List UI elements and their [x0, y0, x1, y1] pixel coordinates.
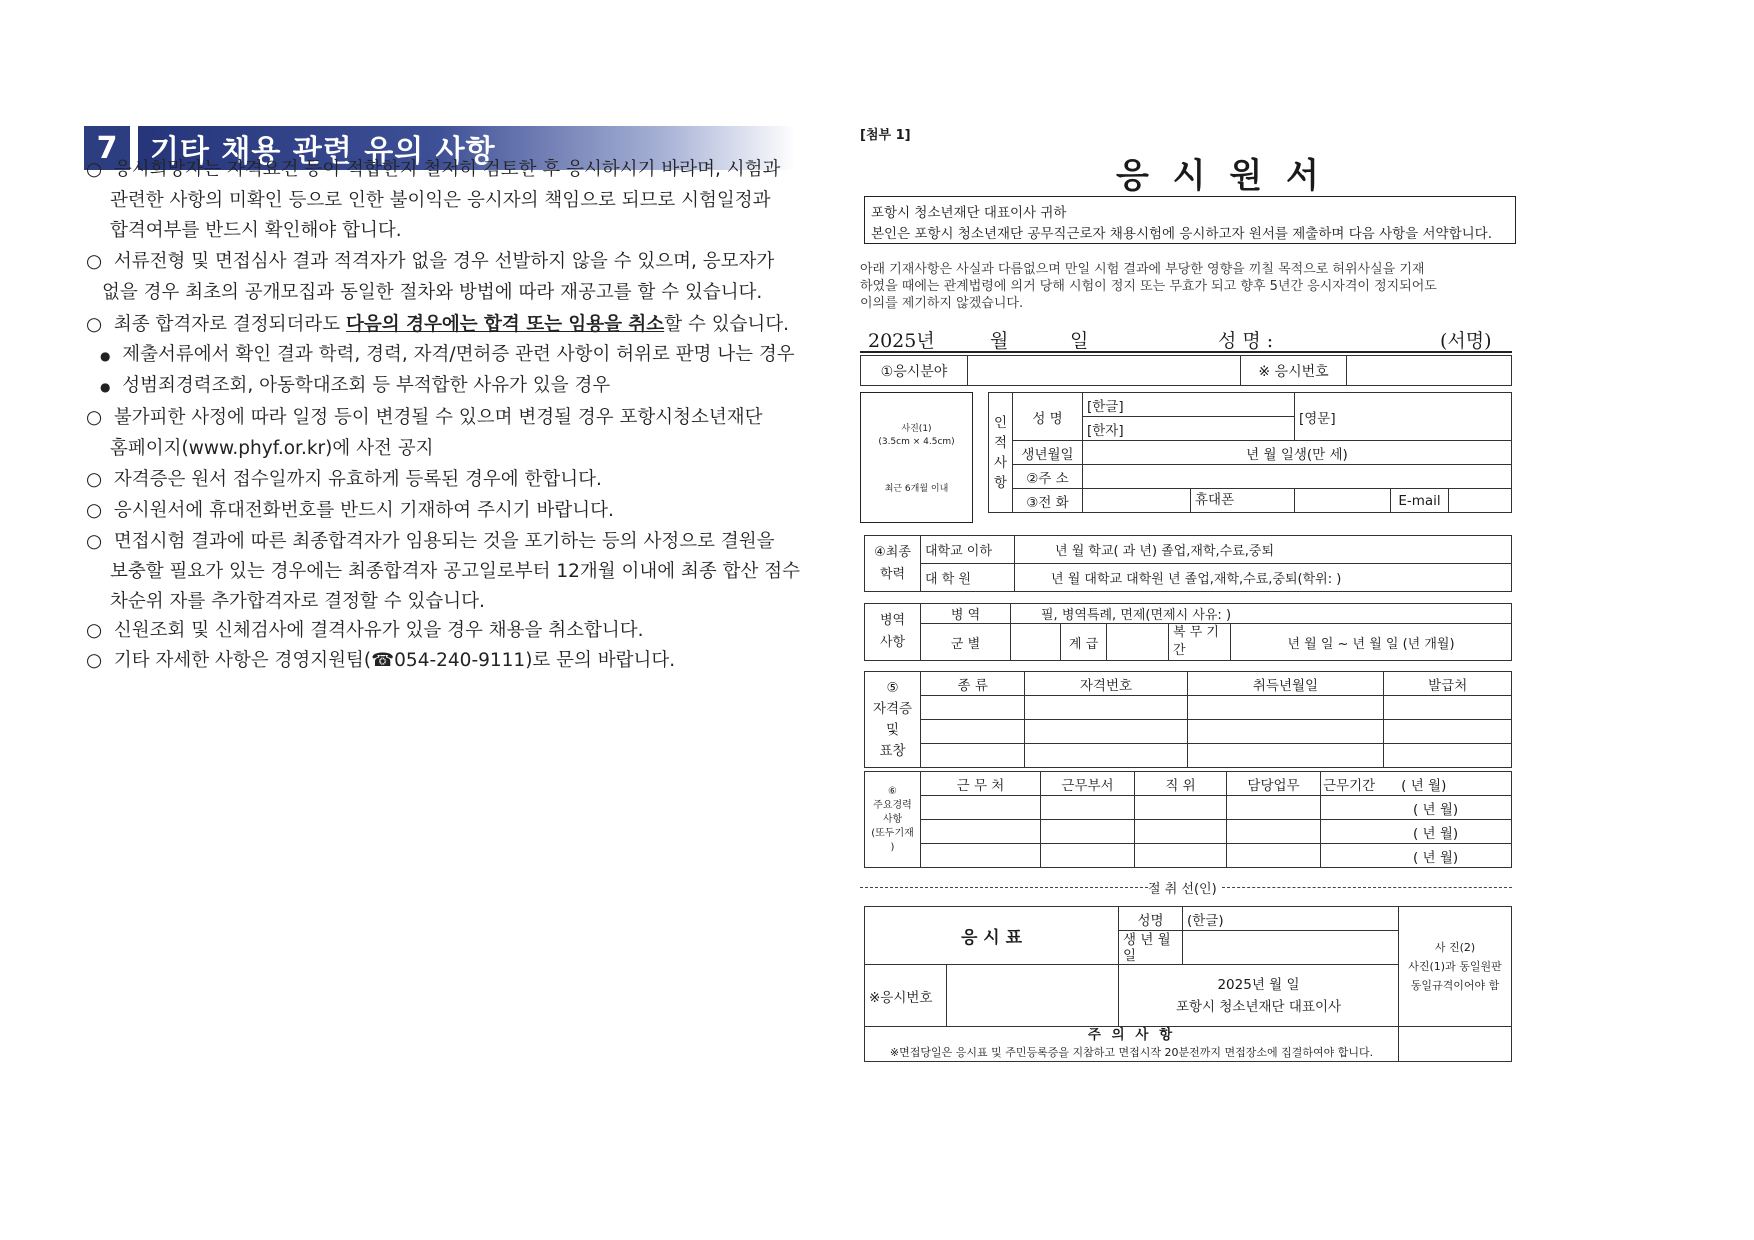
cert-cell[interactable]	[1384, 744, 1512, 768]
ticket-name-label: 성명	[1119, 907, 1183, 931]
cut-line-left	[860, 887, 1148, 888]
date-month: 월	[990, 330, 1009, 352]
item-1-cont: 관련한 사항의 미확인 등으로 인한 불이익은 응시자의 책임으로 되므로 시험일정과	[110, 190, 771, 211]
section-title: 기타 채용 관련 유의 사항	[138, 126, 796, 170]
personal-side-label: 인 적 사 항	[989, 393, 1013, 513]
ticket-notice-blank	[1399, 1027, 1512, 1062]
career-cell[interactable]	[921, 796, 1041, 820]
cert-header: 취득년월일	[1187, 672, 1384, 696]
item-3: ○ 최종 합격자로 결정되더라도 다음의 경우에는 합격 또는 임용을 취소할 수 있습니다.	[86, 314, 790, 335]
career-header-period: 근무기간 ( 년 월)	[1321, 772, 1512, 796]
declaration-box	[864, 196, 1516, 244]
ticket-exam-no-label: ※응시번호	[865, 965, 947, 1027]
item-5: ○ 자격증은 원서 접수일까지 유효하게 등록된 경우에 한합니다.	[86, 469, 602, 490]
item-6: ○ 응시원서에 휴대전화번호를 반드시 기재하여 주시기 바랍니다.	[86, 500, 614, 521]
addressee: 포항시 청소년재단 대표이사 귀하	[871, 205, 1067, 221]
section-number: 7	[84, 126, 130, 170]
cert-header: 종 류	[921, 672, 1025, 696]
email-label: E-mail	[1391, 489, 1449, 513]
cert-cell[interactable]	[1187, 720, 1384, 744]
item-7: ○ 면접시험 결과에 따른 최종합격자가 임용되는 것을 포기하는 등의 사정으로 결원을	[86, 531, 775, 552]
attachment-label: [첨부 1]	[860, 128, 911, 143]
item-2-cont: 없을 경우 최초의 공개모집과 동일한 절차와 방법에 따라 재공고를 할 수 있습니다.	[102, 282, 763, 303]
name-row-label: 성 명	[1013, 393, 1083, 441]
career-header: 근무부서	[1041, 772, 1135, 796]
branch-input[interactable]	[1011, 624, 1061, 661]
name-hanja[interactable]: [한자]	[1083, 417, 1295, 441]
ticket-birth-label: 생 년 월 일	[1119, 931, 1183, 965]
service-input[interactable]: 필, 병역특례, 면제(면제시 사유: )	[1011, 604, 1512, 624]
military-table	[864, 603, 1512, 661]
college-label: 대학교 이하	[921, 536, 1015, 564]
address-label: ②주 소	[1013, 465, 1083, 489]
career-cell[interactable]	[1227, 820, 1321, 844]
cert-cell[interactable]	[1025, 696, 1187, 720]
item-4-cont: 홈페이지(www.phyf.or.kr)에 사전 공지	[110, 438, 434, 459]
item-7-cont: 보충할 필요가 있는 경우에는 최종합격자 공고일로부터 12개월 이내에 최종 합산 점수	[110, 561, 800, 582]
item-1: ○ 응시희망자는 자격요건 등이 적합한지 철저히 검토한 후 응시하시기 바라며, 시험과	[86, 159, 781, 180]
mobile-input[interactable]	[1295, 489, 1391, 513]
form-title: 응 시 원 서	[1116, 156, 1325, 196]
career-cell[interactable]	[1041, 844, 1135, 868]
career-label: ⑥ 주요경력 사항 (또두기재 )	[865, 772, 921, 868]
career-cell[interactable]	[1135, 796, 1227, 820]
phone-cell[interactable]	[1083, 489, 1295, 513]
divider	[860, 351, 1512, 353]
cert-cell[interactable]	[1025, 720, 1187, 744]
item-2: ○ 서류전형 및 면접심사 결과 적격자가 없을 경우 선발하지 않을 수 있으며, 응모자가	[86, 251, 775, 272]
field-label: ①응시분야	[861, 356, 968, 386]
certificate-table	[864, 671, 1512, 768]
career-period[interactable]: ( 년 월)	[1321, 820, 1512, 844]
personal-table	[988, 392, 1512, 513]
ticket-table	[864, 906, 1512, 1062]
cert-cell[interactable]	[921, 696, 1025, 720]
cert-cell[interactable]	[1025, 744, 1187, 768]
phone-label: ③전 화	[1013, 489, 1083, 513]
career-cell[interactable]	[1041, 796, 1135, 820]
mobile-label: 휴대폰	[1195, 492, 1235, 508]
field-input[interactable]	[968, 356, 1241, 386]
name-korean[interactable]: [한글]	[1083, 393, 1295, 417]
cut-line-label: 절 취 선(인)	[1148, 882, 1217, 897]
graduate-label: 대 학 원	[921, 564, 1015, 592]
ticket-birth-input[interactable]	[1183, 931, 1399, 965]
date-day: 일	[1070, 330, 1089, 352]
ticket-photo: 사 진(2) 사진(1)과 동일원판 동일규격이어야 함	[1399, 907, 1512, 1027]
career-table	[864, 771, 1512, 868]
cert-header: 발급처	[1384, 672, 1512, 696]
name-english[interactable]: [영문]	[1295, 393, 1512, 441]
birth-label: 생년월일	[1013, 441, 1083, 465]
ticket-issuer: 2025년 월 일 포항시 청소년재단 대표이사	[1119, 965, 1399, 1027]
name-label: 성 명 :	[1218, 330, 1274, 352]
date-year: 2025년	[868, 330, 935, 352]
education-table	[864, 535, 1512, 592]
rank-label: 계 급	[1061, 624, 1107, 661]
cert-cell[interactable]	[921, 720, 1025, 744]
sub-bullet: ● 성범죄경력조회, 아동학대조회 등 부적합한 사유가 있을 경우	[100, 375, 611, 396]
photo-box	[860, 392, 973, 523]
period-input[interactable]: 년 월 일 ~ 년 월 일 (년 개월)	[1231, 624, 1512, 661]
item-8: ○ 신원조회 및 신체검사에 결격사유가 있을 경우 채용을 취소합니다.	[86, 620, 644, 641]
graduate-input[interactable]: 년 월 대학교 대학원 년 졸업,재학,수료,중퇴(학위: )	[1015, 564, 1512, 592]
birth-input[interactable]: 년 월 일생(만 세)	[1083, 441, 1512, 465]
photo-note: 최근 6개월 이내	[884, 484, 949, 494]
declaration: 본인은 포항시 청소년재단 공무직근로자 채용시험에 응시하고자 원서를 제출하며 다음 사항을 서약합니다.	[871, 226, 1493, 242]
education-label: ④최종 학력	[865, 536, 921, 592]
photo-size: (3.5cm × 4.5cm)	[878, 437, 955, 447]
cert-cell[interactable]	[1384, 720, 1512, 744]
item-1-cont: 합격여부를 반드시 확인해야 합니다.	[110, 220, 402, 241]
item-9: ○ 기타 자세한 사항은 경영지원팀(☎054-240-9111)로 문의 바랍니다.	[86, 650, 676, 671]
period-label: 복 무 기 간	[1169, 624, 1231, 661]
career-header: 직 위	[1135, 772, 1227, 796]
career-cell[interactable]	[921, 820, 1041, 844]
email-input[interactable]	[1449, 489, 1512, 513]
career-header: 담당업무	[1227, 772, 1321, 796]
career-cell[interactable]	[1135, 844, 1227, 868]
ticket-title: 응 시 표	[865, 907, 1119, 965]
service-label: 병 역	[921, 604, 1011, 624]
address-input[interactable]	[1083, 465, 1512, 489]
military-label: 병역 사항	[865, 604, 921, 661]
career-period[interactable]: ( 년 월)	[1321, 844, 1512, 868]
item-7-cont: 차순위 자를 추가합격자로 결정할 수 있습니다.	[110, 591, 485, 612]
pledge-line: 이의를 제기하지 않겠습니다.	[860, 296, 1024, 311]
pledge-line: 아래 기재사항은 사실과 다름없으며 만일 시험 결과에 부당한 영향을 끼칠 목적으로 허위사실을 기재	[860, 262, 1425, 277]
cert-cell[interactable]	[921, 744, 1025, 768]
career-cell[interactable]	[1227, 844, 1321, 868]
ticket-notice: 주 의 사 항 ※면접당일은 응시표 및 주민등록증을 지참하고 면접시작 20분전까지 면접장소에 집결하여야 합니다.	[865, 1027, 1399, 1062]
field-table	[860, 355, 1512, 386]
career-cell[interactable]	[921, 844, 1041, 868]
career-cell[interactable]	[1041, 820, 1135, 844]
career-cell[interactable]	[1135, 820, 1227, 844]
cut-line-right	[1222, 887, 1512, 888]
ticket-exam-no-input[interactable]	[947, 965, 1119, 1027]
career-header: 근 무 처	[921, 772, 1041, 796]
rank-input[interactable]	[1107, 624, 1169, 661]
pledge-line: 하였을 때에는 관계법령에 의거 당해 시험이 정지 또는 무효가 되고 향후 5년간 응시자격이 정지되어도	[860, 279, 1437, 294]
career-period[interactable]: ( 년 월)	[1321, 796, 1512, 820]
certificate-label: ⑤ 자격증 및 표창	[865, 672, 921, 768]
cert-header: 자격번호	[1025, 672, 1187, 696]
sub-bullet: ● 제출서류에서 확인 결과 학력, 경력, 자격/면허증 관련 사항이 허위로 판명 나는 경우	[100, 344, 795, 365]
cert-cell[interactable]	[1187, 744, 1384, 768]
exam-no-input[interactable]	[1347, 356, 1512, 386]
career-cell[interactable]	[1227, 796, 1321, 820]
cert-cell[interactable]	[1187, 696, 1384, 720]
photo-label: 사진(1)	[901, 424, 932, 434]
college-input[interactable]: 년 월 학교( 과 년) 졸업,재학,수료,중퇴	[1015, 536, 1512, 564]
cert-cell[interactable]	[1384, 696, 1512, 720]
signature-label: (서명)	[1440, 330, 1492, 352]
ticket-name-input[interactable]: (한글)	[1183, 907, 1399, 931]
branch-label: 군 별	[921, 624, 1011, 661]
item-4: ○ 불가피한 사정에 따라 일정 등이 변경될 수 있으며 변경될 경우 포항시청소년재단	[86, 407, 763, 428]
exam-no-label: ※ 응시번호	[1241, 356, 1347, 386]
